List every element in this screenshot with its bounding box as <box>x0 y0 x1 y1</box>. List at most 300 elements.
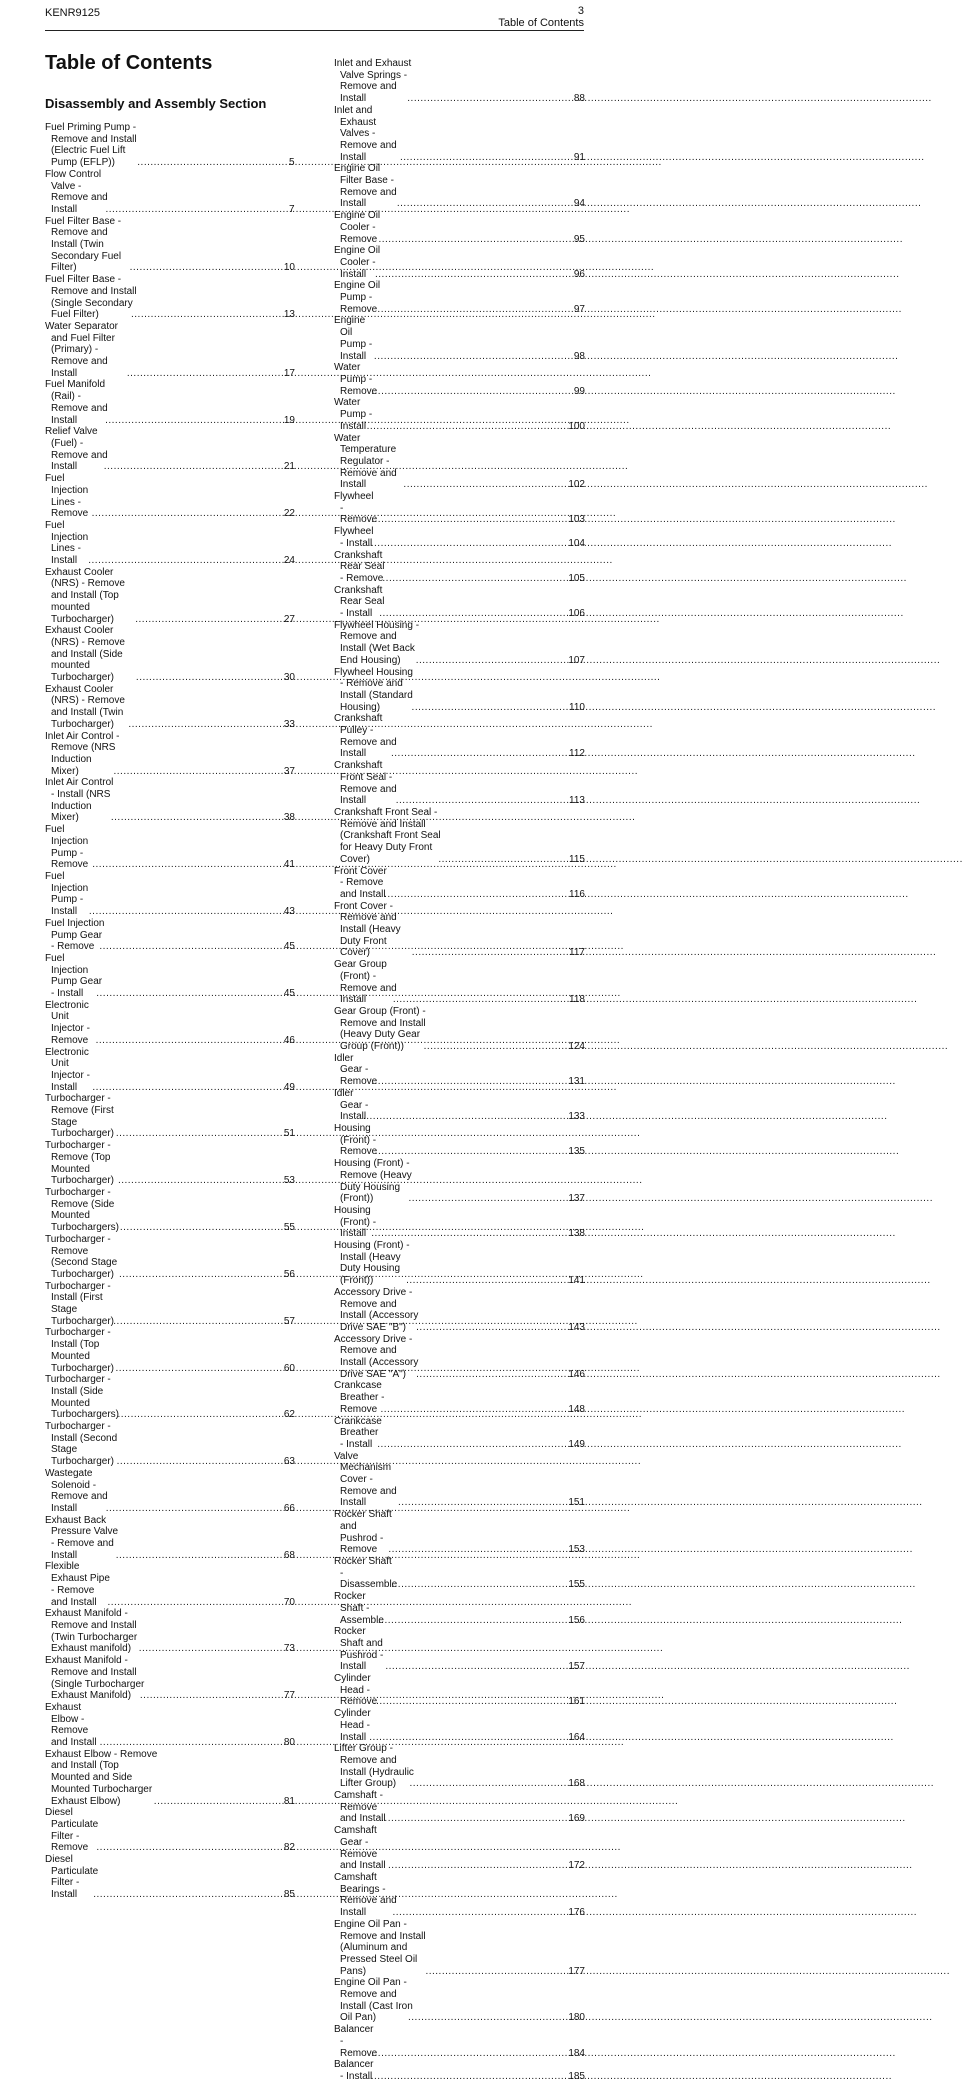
toc-entry[interactable] <box>334 1872 585 1919</box>
toc-entry-title: Flywheel Housing - Remove and Install (Wet Back End Housing) <box>334 619 420 666</box>
toc-entry[interactable] <box>45 777 295 824</box>
toc-entry[interactable] <box>45 1187 295 1234</box>
toc-entry-page: 19 <box>283 414 295 426</box>
dot-leader <box>413 93 579 105</box>
toc-entry[interactable] <box>334 491 585 526</box>
dot-leader <box>133 368 289 380</box>
running-title: Table of Contents <box>498 17 584 29</box>
toc-entry-page: 68 <box>283 1549 295 1561</box>
dot-leader <box>394 1860 573 1872</box>
dot-leader <box>106 1737 289 1749</box>
dot-leader <box>113 1597 288 1609</box>
toc-entry[interactable] <box>334 1240 585 1287</box>
toc-entry-title: Water Temperature Regulator - Remove and Install <box>334 432 397 491</box>
dot-leader <box>112 1503 289 1515</box>
toc-entry[interactable] <box>334 1673 585 1708</box>
dot-leader <box>422 1369 573 1381</box>
toc-entry-page: 43 <box>283 906 295 918</box>
toc-entry-page: 94 <box>573 198 585 210</box>
toc-entry-page: 102 <box>568 479 585 491</box>
toc-entry-title: Exhaust Elbow - Remove and Install (Top Mounted and Side Mounted Turbocharger Exhaust Elbow) <box>45 1748 158 1807</box>
toc-entry[interactable] <box>334 280 585 315</box>
toc-entry-page: 106 <box>568 608 585 620</box>
toc-entry-title: Flywheel - Remove <box>334 491 378 526</box>
toc-entry-page: 105 <box>568 572 585 584</box>
toc-entry-page: 124 <box>568 1041 585 1053</box>
toc-entry-title: Fuel Injection Pump Gear - Install <box>45 952 103 1000</box>
toc-entry-page: 164 <box>568 1731 585 1743</box>
toc-entry-title: Inlet and Exhaust Valve Springs - Remove and Install <box>334 58 412 105</box>
toc-entry-page: 96 <box>573 268 585 280</box>
dot-leader <box>145 1643 289 1655</box>
dot-leader <box>379 1696 573 1708</box>
toc-entry-page: 21 <box>283 461 295 473</box>
toc-entry-title: Fuel Injection Pump - Remove <box>45 824 89 871</box>
header-divider <box>45 30 584 31</box>
toc-entry-page: 99 <box>573 385 585 397</box>
toc-entry-title: Water Separator and Fuel Filter (Primary) - Remove and Install <box>45 320 118 379</box>
toc-entry[interactable] <box>334 713 585 760</box>
toc-entry-title: Flywheel - Install <box>334 526 374 549</box>
toc-entry[interactable] <box>334 315 585 362</box>
toc-entry[interactable] <box>334 1743 585 1790</box>
toc-entry[interactable] <box>45 1234 295 1281</box>
toc-entry[interactable] <box>45 1281 295 1328</box>
toc-entry-title: Crankshaft Pulley - Remove and Install <box>334 713 397 760</box>
toc-entry-title: Exhaust Cooler (NRS) - Remove and Install (Twin Turbocharger) <box>45 683 125 730</box>
toc-entry-page: 146 <box>568 1368 585 1380</box>
dot-leader <box>418 947 574 959</box>
dot-leader <box>124 1175 289 1187</box>
toc-entry-page: 66 <box>283 1502 295 1514</box>
toc-entry-title: Engine Oil Pan - Remove and Install (Aluminum and Pressed Steel Oil Pans) <box>334 1918 426 1977</box>
dot-leader <box>102 988 289 1000</box>
toc-entry-title: Accessory Drive - Remove and Install (Accessory Drive SAE "A") <box>334 1333 419 1380</box>
toc-entry[interactable] <box>45 520 295 567</box>
toc-entry[interactable] <box>45 426 295 473</box>
dot-leader <box>381 269 579 281</box>
toc-entry[interactable] <box>334 1158 585 1205</box>
toc-entry[interactable] <box>334 866 585 901</box>
dot-leader <box>377 1228 573 1240</box>
dot-leader <box>137 309 289 321</box>
toc-entry-page: 30 <box>283 672 295 684</box>
toc-entry-title: Front Cover - Remove and Install <box>334 865 387 900</box>
toc-entry-page: 62 <box>283 1409 295 1421</box>
toc-entry-page: 46 <box>283 1034 295 1046</box>
toc-entry[interactable] <box>334 1380 585 1415</box>
toc-entry-page: 169 <box>568 1813 585 1825</box>
toc-entry-title: Lifter Group - Remove and Install (Hydraulic Lifter Group) <box>334 1743 414 1790</box>
toc-entry[interactable] <box>45 1655 295 1702</box>
toc-entry[interactable] <box>334 163 585 210</box>
dot-leader <box>406 152 579 164</box>
toc-entry-page: 70 <box>283 1596 295 1608</box>
toc-entry-title: Engine Oil Pump - Remove <box>334 280 381 315</box>
toc-entry-title: Gear Group (Front) - Remove and Install (Heavy Duty Gear Group (Front)) <box>334 1005 426 1053</box>
dot-leader <box>146 1690 289 1702</box>
dot-leader <box>123 1409 288 1421</box>
toc-entry-title: Turbocharger - Remove (Side Mounted Turbochargers) <box>45 1186 119 1234</box>
toc-entry-page: 51 <box>283 1128 295 1140</box>
toc-entry[interactable] <box>334 105 585 164</box>
toc-entry-page: 57 <box>283 1315 295 1327</box>
toc-entry[interactable] <box>45 1000 295 1047</box>
toc-entry[interactable] <box>334 1416 585 1451</box>
toc-entry-page: 110 <box>569 701 585 713</box>
dot-leader <box>123 1456 289 1468</box>
toc-entry-page: 177 <box>568 1965 585 1977</box>
toc-entry-title: Diesel Particulate Filter - Install <box>45 1854 99 1901</box>
toc-entry-page: 112 <box>569 748 585 760</box>
toc-entry-title: Fuel Injection Lines - Remove <box>45 473 89 520</box>
dot-leader <box>430 1041 574 1053</box>
page-title: Table of Contents <box>45 52 213 74</box>
dot-leader <box>422 655 574 667</box>
toc-entry-page: 148 <box>568 1403 585 1415</box>
dot-leader <box>380 351 579 363</box>
toc-entry[interactable] <box>334 667 585 714</box>
toc-entry-title: Flywheel Housing - Remove and Install (Standard Housing) <box>334 666 413 713</box>
toc-entry-title: Flexible Exhaust Pipe - Remove and Install <box>45 1561 110 1608</box>
toc-entry-page: 149 <box>568 1438 585 1450</box>
toc-entry-page: 151 <box>568 1497 585 1509</box>
toc-entry-page: 141 <box>568 1275 585 1287</box>
dot-leader <box>119 766 288 778</box>
toc-entry-title: Turbocharger - Install (Side Mounted Turbochargers) <box>45 1374 119 1421</box>
toc-entry-page: 38 <box>283 812 295 824</box>
dot-leader <box>102 1842 288 1854</box>
dot-leader <box>394 1544 573 1556</box>
toc-entry-title: Electronic Unit Injector - Remove <box>45 999 90 1046</box>
toc-entry-title: Diesel Particulate Filter - Remove <box>45 1807 99 1854</box>
toc-entry-title: Idler Gear - Remove <box>334 1052 378 1088</box>
toc-entry-page: 7 <box>289 203 295 215</box>
dot-leader <box>95 906 289 918</box>
toc-entry-title: Front Cover - Remove and Install (Heavy Duty Front Cover) <box>334 900 401 959</box>
toc-entry[interactable] <box>45 473 295 520</box>
dot-leader <box>404 1497 573 1509</box>
toc-entry-page: 115 <box>569 853 585 865</box>
toc-entry[interactable] <box>45 731 295 778</box>
toc-entry-title: Rocker Shaft - Assemble <box>334 1591 384 1626</box>
toc-entry-title: Fuel Filter Base - Remove and Install (Twin Secondary Fuel Filter) <box>45 215 122 274</box>
toc-entry[interactable] <box>45 824 295 871</box>
toc-entry-title: Turbocharger - Install (Top Mounted Turbocharger) <box>45 1327 114 1374</box>
toc-entry-page: 85 <box>283 1889 295 1901</box>
toc-entry-page: 117 <box>569 947 585 959</box>
toc-entry-title: Inlet Air Control - Remove (NRS Induction Mixer) <box>45 730 120 777</box>
toc-entry[interactable] <box>334 620 585 667</box>
dot-leader <box>402 795 574 807</box>
toc-entry[interactable] <box>45 1749 295 1808</box>
dot-leader <box>117 812 289 824</box>
toc-entry[interactable] <box>45 1468 295 1515</box>
toc-entry-title: Housing (Front) - Remove (Heavy Duty Housing (Front)) <box>334 1158 412 1205</box>
toc-entry-page: 133 <box>568 1111 585 1123</box>
toc-entry-page: 116 <box>569 888 585 900</box>
toc-entry[interactable] <box>334 1556 585 1591</box>
toc-entry-page: 157 <box>568 1661 585 1673</box>
toc-entry[interactable] <box>334 1334 585 1381</box>
toc-entry-page: 13 <box>283 309 295 321</box>
toc-entry[interactable] <box>45 379 295 426</box>
toc-entry[interactable] <box>334 2024 585 2059</box>
toc-entry-page: 60 <box>283 1362 295 1374</box>
toc-entry[interactable] <box>45 918 295 953</box>
dot-leader <box>431 1966 573 1978</box>
toc-entry-page: 56 <box>283 1268 295 1280</box>
toc-entry[interactable] <box>45 1047 295 1094</box>
toc-entry-title: Rocker Shaft and Pushrod - Install <box>334 1626 384 1673</box>
toc-entry-title: Housing (Front) - Install (Heavy Duty Housing (Front)) <box>334 1240 410 1287</box>
toc-entry-page: 103 <box>568 514 585 526</box>
toc-entry-title: Cylinder Head - Install <box>334 1708 371 1743</box>
toc-entry[interactable] <box>45 1854 295 1901</box>
toc-entry-page: 37 <box>283 765 295 777</box>
dot-leader <box>142 672 289 684</box>
toc-entry-title: Fuel Injection Pump Gear - Remove <box>45 917 105 953</box>
dot-leader <box>444 854 574 866</box>
toc-entry-title: Fuel Manifold (Rail) - Remove and Install <box>45 379 108 426</box>
toc-entry[interactable] <box>334 550 585 585</box>
toc-entry[interactable] <box>334 526 585 549</box>
toc-entry[interactable] <box>334 1790 585 1825</box>
toc-entry-title: Wastegate Solenoid - Remove and Install <box>45 1467 108 1514</box>
dot-leader <box>391 1661 573 1673</box>
dot-leader <box>121 1363 288 1375</box>
toc-entry[interactable] <box>45 1807 295 1854</box>
toc-entry-title: Exhaust Elbow - Remove and Install <box>45 1701 97 1749</box>
toc-entry-page: 63 <box>283 1456 295 1468</box>
toc-entry[interactable] <box>45 122 295 169</box>
toc-entry-page: 131 <box>568 1076 585 1088</box>
dot-leader <box>412 1275 573 1287</box>
toc-entry-page: 73 <box>283 1643 295 1655</box>
toc-entry[interactable] <box>334 1053 585 1088</box>
toc-entry[interactable] <box>45 1140 295 1187</box>
dot-leader <box>126 1222 289 1234</box>
toc-entry[interactable] <box>334 585 585 620</box>
toc-entry-page: 97 <box>573 303 585 315</box>
dot-leader <box>415 1778 573 1790</box>
dot-leader <box>381 1146 574 1158</box>
dot-leader <box>390 889 574 901</box>
toc-entry-title: Engine Oil Cooler - Install <box>334 245 381 280</box>
dot-leader <box>397 748 574 760</box>
toc-entry-title: Camshaft Gear - Remove and Install <box>334 1825 386 1872</box>
toc-entry-title: Crankshaft Front Seal - Remove and Install (Crankshaft Front Seal for Heavy Duty Front Cover) <box>334 807 441 865</box>
toc-entry-title: Exhaust Back Pressure Valve - Remove and Install <box>45 1514 119 1561</box>
toc-entry-title: Turbocharger - Install (Second Stage Turbocharger) <box>45 1421 118 1468</box>
toc-entry[interactable] <box>45 953 295 1000</box>
page-number: 3 <box>577 5 584 17</box>
dot-leader <box>141 614 289 626</box>
toc-entry[interactable] <box>45 1421 295 1468</box>
toc-entry[interactable] <box>334 1626 585 1673</box>
toc-entry[interactable] <box>45 1561 295 1608</box>
dot-leader <box>388 573 573 585</box>
dot-leader <box>119 1316 289 1328</box>
toc-entry[interactable] <box>334 807 585 866</box>
toc-entry-title: Crankcase Breather - Install <box>334 1415 382 1450</box>
dot-leader <box>387 1404 574 1416</box>
dot-leader <box>111 204 294 216</box>
toc-entry[interactable] <box>334 210 585 245</box>
toc-entry[interactable] <box>334 433 585 492</box>
toc-entry[interactable] <box>334 1123 585 1158</box>
toc-entry-page: 184 <box>568 2047 585 2059</box>
toc-entry-title: Exhaust Cooler (NRS) - Remove and Install (Side mounted Turbocharger) <box>45 625 125 684</box>
toc-entry-page: 156 <box>568 1614 585 1626</box>
toc-entry-page: 27 <box>283 613 295 625</box>
toc-entry[interactable] <box>45 1702 295 1749</box>
toc-entry[interactable] <box>334 1205 585 1240</box>
toc-entry-title: Fuel Filter Base - Remove and Install (Single Secondary Fuel Filter) <box>45 274 137 321</box>
toc-entry[interactable] <box>334 362 585 397</box>
toc-entry-page: 45 <box>283 941 295 953</box>
toc-entry-title: Camshaft Bearings - Remove and Install <box>334 1871 397 1919</box>
toc-entry[interactable] <box>45 1093 295 1140</box>
toc-entry[interactable] <box>334 1088 585 1123</box>
dot-leader <box>122 1128 289 1140</box>
toc-entry[interactable] <box>45 321 295 380</box>
toc-entry[interactable] <box>334 58 585 105</box>
toc-right-column <box>334 58 585 2083</box>
toc-entry[interactable] <box>334 959 585 1006</box>
dot-leader <box>98 508 289 520</box>
dot-leader <box>125 1269 289 1281</box>
dot-leader <box>94 555 289 567</box>
toc-entry[interactable] <box>334 901 585 960</box>
toc-entry[interactable] <box>45 625 295 684</box>
toc-entry-title: Electronic Unit Injector - Install <box>45 1046 90 1093</box>
dot-leader <box>397 1579 573 1591</box>
dot-leader <box>384 1615 573 1627</box>
dot-leader <box>383 304 578 316</box>
dot-leader <box>369 1111 573 1123</box>
toc-entry-page: 53 <box>283 1175 295 1187</box>
toc-entry[interactable] <box>334 760 585 807</box>
toc-entry[interactable] <box>45 567 295 626</box>
toc-entry-page: 41 <box>283 859 295 871</box>
toc-entry[interactable] <box>45 274 295 321</box>
toc-entry-page: 81 <box>283 1795 295 1807</box>
dot-leader <box>102 1035 289 1047</box>
toc-entry[interactable] <box>334 1509 585 1556</box>
dot-leader <box>383 1439 573 1451</box>
toc-entry-title: Turbocharger - Remove (Second Stage Turbocharger) <box>45 1233 118 1280</box>
toc-entry-title: Balancer - Remove <box>334 2024 378 2059</box>
toc-entry-page: 49 <box>283 1081 295 1093</box>
toc-entry-title: Flow Control Valve - Remove and Install <box>45 168 108 215</box>
toc-entry[interactable] <box>45 1374 295 1421</box>
toc-entry-title: Crankshaft Rear Seal - Install <box>334 584 385 620</box>
dot-leader <box>98 859 289 871</box>
toc-entry-title: Exhaust Cooler (NRS) - Remove and Install (Top mounted Turbocharger) <box>45 566 125 625</box>
dot-leader <box>399 1907 574 1919</box>
toc-entry-page: 176 <box>568 1907 585 1919</box>
toc-entry-title: Engine Oil Cooler - Remove <box>334 210 381 245</box>
toc-entry-page: 138 <box>568 1228 585 1240</box>
toc-entry-title: Housing (Front) - Remove <box>334 1122 378 1158</box>
toc-entry[interactable] <box>334 1977 585 2024</box>
dot-leader <box>373 538 573 550</box>
toc-entry-page: 104 <box>568 537 585 549</box>
dot-leader <box>375 1732 573 1744</box>
toc-entry-title: Housing (Front) - Install <box>334 1204 377 1240</box>
toc-entry-title: Inlet and Exhaust Valves - Remove and Install <box>334 104 397 163</box>
toc-entry[interactable] <box>334 1287 585 1334</box>
toc-entry-title: Fuel Injection Lines - Install <box>45 519 89 567</box>
dot-leader <box>373 421 574 433</box>
page-header <box>498 5 584 29</box>
toc-entry[interactable] <box>45 1515 295 1562</box>
toc-entry-title: Crankshaft Rear Seal - Remove <box>334 549 385 584</box>
dot-leader <box>160 1796 289 1808</box>
toc-left-column <box>45 122 295 1901</box>
toc-entry[interactable] <box>334 1006 585 1053</box>
toc-entry[interactable] <box>334 1919 585 1978</box>
toc-entry-page: 135 <box>568 1146 585 1158</box>
toc-entry[interactable] <box>334 1451 585 1510</box>
toc-entry-title: Water Pump - Remove <box>334 362 378 397</box>
toc-entry-page: 55 <box>283 1222 295 1234</box>
toc-entry-page: 185 <box>568 2070 585 2082</box>
toc-entry[interactable] <box>45 1327 295 1374</box>
toc-entry[interactable] <box>334 1708 585 1743</box>
dot-leader <box>422 1322 573 1334</box>
toc-entry[interactable] <box>45 169 295 216</box>
toc-entry-title: Cylinder Head - Remove <box>334 1673 378 1708</box>
toc-entry-title: Engine Oil Pan - Remove and Install (Cast Iron Oil Pan) <box>334 1977 413 2024</box>
dot-leader <box>377 1076 573 1088</box>
toc-entry[interactable] <box>334 2059 585 2082</box>
dot-leader <box>98 1082 288 1094</box>
toc-entry-page: 33 <box>283 718 295 730</box>
toc-entry-title: Exhaust Manifold - Remove and Install (Single Turbocharger Exhaust Manifold) <box>45 1655 145 1702</box>
toc-entry-page: 5 <box>289 157 295 169</box>
toc-entry-title: Engine Oil Pump - Install <box>334 315 373 362</box>
toc-entry[interactable] <box>334 397 585 432</box>
toc-entry[interactable] <box>334 1825 585 1872</box>
toc-entry[interactable] <box>45 216 295 275</box>
toc-entry[interactable] <box>45 684 295 731</box>
toc-entry-page: 118 <box>569 994 585 1006</box>
toc-entry-title: Accessory Drive - Remove and Install (Accessory Drive SAE "B") <box>334 1286 419 1333</box>
dot-leader <box>373 2071 573 2083</box>
dot-leader <box>136 262 289 274</box>
toc-entry[interactable] <box>45 1608 295 1655</box>
dot-leader <box>99 1889 289 1901</box>
toc-entry-title: Relief Valve (Fuel) - Remove and Install <box>45 426 108 473</box>
dot-leader <box>387 1813 573 1825</box>
toc-entry[interactable] <box>334 245 585 280</box>
toc-entry-title: Valve Mechanism Cover - Remove and Install <box>334 1450 397 1509</box>
toc-entry[interactable] <box>45 871 295 918</box>
toc-entry-page: 24 <box>283 555 295 567</box>
toc-entry-page: 98 <box>573 350 585 362</box>
toc-entry-page: 113 <box>569 795 585 807</box>
toc-entry-page: 10 <box>283 262 295 274</box>
toc-entry-page: 91 <box>573 151 585 163</box>
toc-entry-page: 95 <box>573 233 585 245</box>
section-heading: Disassembly and Assembly Section <box>45 96 267 111</box>
toc-entry[interactable] <box>334 1591 585 1626</box>
toc-entry-page: 172 <box>568 1860 585 1872</box>
dot-leader <box>377 514 573 526</box>
dot-leader <box>418 702 575 714</box>
